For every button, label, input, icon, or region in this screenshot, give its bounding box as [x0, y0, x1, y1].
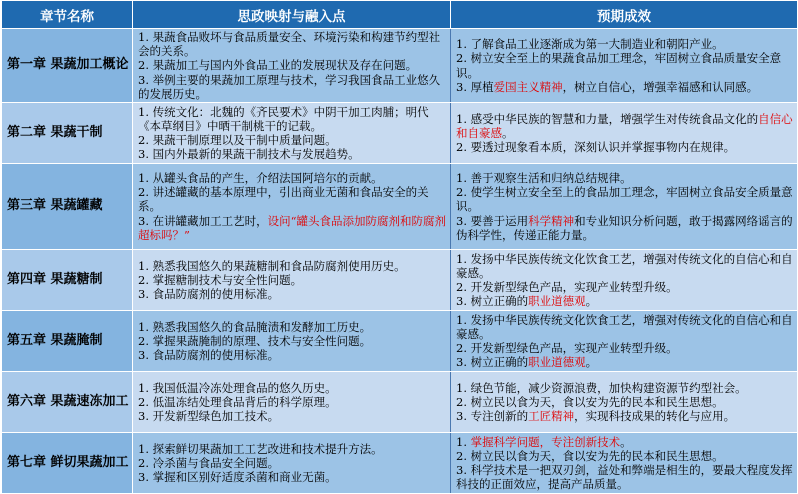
- ideology-point: 1. 果蔬食品败坏与食品质量安全、环境污染和构建节约型社会的关系。: [138, 30, 441, 59]
- ideology-point: 1. 熟悉我国悠久的食品腌渍和发酵加工历史。: [138, 319, 372, 334]
- highlighted-keyword: 掌握科学问题，专注创新技术: [470, 434, 621, 449]
- outcome-cell: [451, 103, 798, 164]
- highlighted-keyword: 职业道德观: [528, 355, 586, 370]
- highlighted-keyword: 工匠精神: [528, 409, 575, 424]
- point-text: 3. 要善于运用: [456, 213, 529, 228]
- chapter-name: 第五章 果蔬腌制: [2, 311, 133, 372]
- outcome-point: [456, 112, 794, 140]
- chapter-name: 第六章 果蔬速冻加工: [2, 372, 133, 433]
- point-text: 。: [585, 294, 598, 309]
- outcome-point: 2. 树立民以食为天，食以安为先的民本和民生思想。: [456, 448, 724, 463]
- point-text: 。: [585, 355, 598, 370]
- ideology-cell: [133, 311, 451, 372]
- ideology-point: 2. 果蔬干制原理以及干制中质量问题。: [138, 133, 337, 148]
- ideology-point: 1. 我国低温冷冻处理食品的悠久历史。: [138, 380, 337, 395]
- ideology-point: 2. 冷杀菌与食品安全问题。: [138, 455, 280, 470]
- point-text: 1.: [456, 434, 471, 449]
- point-text: 。: [620, 434, 632, 449]
- outcome-point: 1. 发扬中华民族传统文化饮食工艺，增强对传统文化的自信心和自豪感。: [456, 251, 793, 280]
- ideology-point: 1. 探索鲜切果蔬加工工艺改进和技术提升方法。: [138, 441, 383, 456]
- table-row: [2, 103, 798, 164]
- point-text: ，实现科技成果的转化与应用。: [574, 409, 736, 424]
- ideology-point: 2. 果蔬加工与国内外食品工业的发展现状及存在问题。: [138, 58, 418, 73]
- header-row: [2, 1, 798, 29]
- point-text: 。: [502, 125, 514, 140]
- ideology-point: 3. 食品防腐剂的使用标准。: [138, 348, 280, 363]
- table-row: [2, 311, 798, 372]
- point-text: 3. 厚植: [456, 79, 494, 94]
- outcome-cell: [451, 250, 798, 311]
- highlighted-keyword: 职业道德观: [528, 294, 586, 309]
- outcome-cell: [451, 29, 798, 103]
- outcome-point: 1. 绿色节能，减少资源浪费，加快构建资源节约型社会。: [456, 380, 747, 395]
- outcome-point: 1. 了解食品工业逐渐成为第一大制造业和朝阳产业。: [456, 37, 724, 52]
- outcome-cell: [451, 372, 798, 433]
- point-text: 3. 树立正确的: [456, 294, 529, 309]
- outcome-point: 3. 科学技术是一把双刃剑，益处和弊端是相生的，要最大程度发挥科技的正面效应，提高产品质量。: [456, 463, 793, 492]
- outcome-point: 1. 善于观察生活和归纳总结规律。: [456, 171, 632, 185]
- header-chapter: 章节名称: [2, 1, 133, 29]
- outcome-point: 2. 树立民以食为天，食以安为先的民本和民生思想。: [456, 394, 724, 409]
- outcome-point: 2. 开发新型绿色产品，实现产业转型升级。: [456, 341, 678, 356]
- ideology-point: 1. 传统文化：北魏的《齐民要术》中阴干加工肉脯；明代《本草纲目》中晒干制桃干的记载。: [138, 104, 429, 133]
- outcome-cell: [451, 164, 798, 250]
- ideology-cell: [133, 250, 451, 311]
- ideology-cell: [133, 164, 451, 250]
- chapter-name: 第二章 果蔬干制: [2, 103, 133, 164]
- header-ideology: 思政映射与融入点: [133, 1, 451, 29]
- highlighted-keyword: 自信心和自豪感: [456, 111, 793, 140]
- outcome-point: [456, 80, 794, 94]
- highlighted-keyword: 科学精神: [528, 213, 575, 228]
- ideology-point: 3. 食品防腐剂的使用标准。: [138, 287, 280, 302]
- outcome-point: 2. 要透过现象看本质，深刻认识并掌握事物内在规律。: [456, 140, 736, 155]
- outcome-point: [456, 435, 794, 449]
- outcome-point: [456, 409, 794, 423]
- ideology-point: 3. 国内外最新的果蔬干制技术与发展趋势。: [138, 147, 360, 162]
- point-text: 3. 树立正确的: [456, 355, 529, 370]
- highlighted-keyword: 设问“罐头食品添加防腐剂和防腐剂超标吗？”: [138, 213, 447, 242]
- header-outcome: 预期成效: [451, 1, 798, 29]
- chapter-name: 第七章 鲜切果蔬加工: [2, 433, 133, 494]
- table-row: [2, 250, 798, 311]
- chapter-name: 第一章 果蔬加工概论: [2, 29, 133, 103]
- point-text: 3. 在讲罐藏加工工艺时，: [138, 213, 268, 228]
- table-row: [2, 372, 798, 433]
- outcome-cell: [451, 433, 798, 494]
- outcome-point: 2. 树立安全至上的果蔬食品加工理念，牢固树立食品质量安全意识。: [456, 51, 782, 80]
- chapter-name: 第三章 果蔬罐藏: [2, 164, 133, 250]
- outcome-point: 1. 发扬中华民族传统文化饮食工艺，增强对传统文化的自信心和自豪感。: [456, 312, 793, 341]
- ideology-point: 1. 从罐头食品的产生，介绍法国阿培尔的贡献。: [138, 171, 383, 185]
- ideology-cell: [133, 372, 451, 433]
- ideology-point: 2. 讲述罐藏的基本原理中，引出商业无菌和食品安全的关系。: [138, 185, 429, 214]
- ideology-point: 2. 掌握糖制技术与安全性问题。: [138, 272, 303, 287]
- ideology-point: 2. 低温冻结处理食品背后的科学原理。: [138, 394, 337, 409]
- ideology-point: 1. 熟悉我国悠久的果蔬糖制和食品防腐剂使用历史。: [138, 258, 406, 273]
- table-row: [2, 164, 798, 250]
- point-text: ，树立自信心，增强幸福感和认同感。: [562, 79, 759, 94]
- table-row: [2, 433, 798, 494]
- outcome-point: [456, 355, 794, 369]
- highlighted-keyword: 爱国主义精神: [493, 79, 563, 94]
- chapter-name: 第四章 果蔬糖制: [2, 250, 133, 311]
- outcome-cell: [451, 311, 798, 372]
- outcome-point: [456, 294, 794, 308]
- curriculum-table: [1, 0, 798, 494]
- ideology-point: 3. 掌握和区别好适度杀菌和商业无菌。: [138, 470, 337, 485]
- outcome-point: 2. 使学生树立安全至上的食品加工理念，牢固树立食品安全质量意识。: [456, 185, 793, 214]
- ideology-cell: [133, 433, 451, 494]
- ideology-point: 3. 举例主要的果蔬加工原理与技术，学习我国食品工业悠久的发展历史。: [138, 72, 441, 101]
- ideology-cell: [133, 103, 451, 164]
- ideology-point: [138, 214, 447, 242]
- point-text: 和专业知识分析问题，敢于揭露网络谣言的伪科学性，传递正能力量。: [456, 213, 793, 242]
- outcome-point: 2. 开发新型绿色产品，实现产业转型升级。: [456, 280, 678, 295]
- ideology-cell: [133, 29, 451, 103]
- table-row: [2, 29, 798, 103]
- point-text: 3. 专注创新的: [456, 409, 529, 424]
- ideology-point: 3. 开发新型绿色加工技术。: [138, 409, 280, 424]
- ideology-point: 2. 掌握果蔬腌制的原理、技术与安全性问题。: [138, 333, 372, 348]
- outcome-point: [456, 214, 794, 242]
- point-text: 1. 感受中华民族的智慧和力量，增强学生对传统食品文化的: [456, 111, 759, 126]
